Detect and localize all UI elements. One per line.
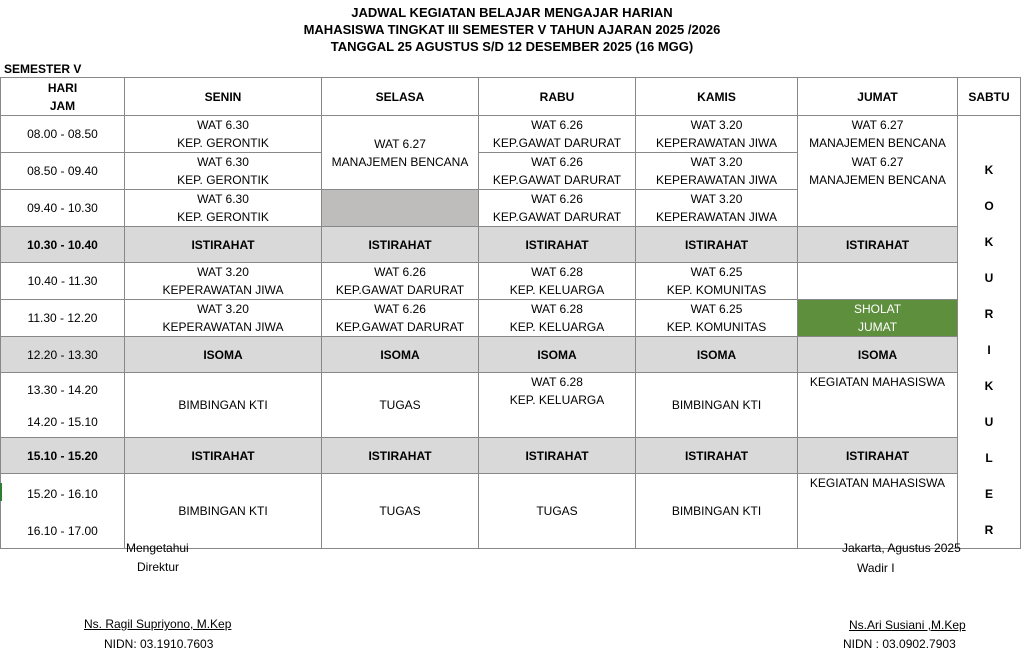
sholat-jumat-cell: [798, 300, 958, 337]
class-name: KEPERAWATAN JIWA: [656, 136, 777, 150]
class-code: WAT 3.20: [197, 302, 249, 316]
footer-direktur: Direktur: [137, 560, 180, 574]
letter: U: [984, 415, 994, 429]
break-cell: ISTIRAHAT: [636, 438, 798, 474]
isoma-cell: ISOMA: [798, 337, 958, 373]
class-code: WAT 6.25: [690, 302, 743, 316]
table-row: [1, 474, 1021, 514]
table-row: [1, 373, 1021, 408]
header-jumat: JUMAT: [798, 78, 958, 116]
break-row: [1, 337, 1021, 373]
class-cell: KEGIATAN MAHASISWA: [798, 373, 958, 438]
break-row: [1, 227, 1021, 263]
footer-right-name: Ns.Ari Susiani ,M.Kep: [849, 618, 966, 632]
class-name: KEPERAWATAN JIWA: [162, 320, 284, 334]
class-name: KEP.GAWAT DARURAT: [335, 320, 465, 334]
class-cell: [479, 153, 636, 190]
class-name: KEP.GAWAT DARURAT: [492, 136, 622, 150]
class-cell: [322, 263, 479, 300]
footer-wadir: Wadir I: [857, 561, 895, 575]
class-code: WAT 6.26: [531, 192, 583, 206]
class-code: WAT 3.20: [197, 265, 249, 279]
class-code: WAT 6.27: [851, 155, 904, 169]
class-code: WAT 3.20: [690, 155, 743, 169]
class-cell: BIMBINGAN KTI: [125, 373, 322, 438]
time-cell: 15.20 - 16.10: [1, 474, 125, 514]
break-cell: ISTIRAHAT: [636, 227, 798, 263]
class-name: MANAJEMEN BENCANA: [809, 136, 946, 151]
class-cell: KEGIATAN MAHASISWA: [798, 474, 958, 549]
vertical-text: [958, 116, 1020, 548]
time-cell: 11.30 - 12.20: [1, 300, 125, 337]
letter: K: [984, 163, 994, 177]
class-cell: [322, 116, 479, 190]
class-name: KEP. KOMUNITAS: [666, 283, 767, 297]
class-cell: BIMBINGAN KTI: [125, 474, 322, 549]
class-name: KEP. GERONTIK: [177, 210, 269, 224]
schedule-table: [0, 77, 1021, 549]
table-row: [1, 190, 1021, 227]
class-name: KEP.GAWAT DARURAT: [492, 210, 622, 224]
letter: U: [984, 271, 994, 285]
footer-left-nidn: NIDN: 03.1910.7603: [104, 637, 214, 651]
break-cell: ISTIRAHAT: [125, 227, 322, 263]
class-name: KEP. KELUARGA: [509, 393, 605, 407]
empty-cell: [798, 263, 958, 300]
letter: I: [987, 343, 991, 357]
class-cell: [479, 263, 636, 300]
class-cell: TUGAS: [322, 474, 479, 549]
header-kamis: KAMIS: [636, 78, 798, 116]
class-cell: [125, 263, 322, 300]
title-line-2: MAHASISWA TINGKAT III SEMESTER V TAHUN AJARAN 2025 /2026: [303, 22, 721, 37]
table-row: [1, 300, 1021, 337]
class-code: WAT 6.30: [197, 155, 249, 169]
isoma-cell: ISOMA: [636, 337, 798, 373]
class-name: KEPERAWATAN JIWA: [162, 283, 284, 297]
header-row: [1, 78, 1021, 116]
class-code: WAT 6.27: [851, 118, 904, 133]
class-name: KEP. KELUARGA: [509, 283, 605, 297]
class-name: KEP. GERONTIK: [177, 173, 269, 187]
class-code: WAT 6.28: [531, 302, 583, 316]
class-cell: [798, 116, 958, 153]
class-name: MANAJEMEN BENCANA: [809, 173, 946, 187]
class-cell: BIMBINGAN KTI: [636, 474, 798, 549]
row-edge-marker: [0, 483, 2, 501]
letter: L: [985, 451, 993, 465]
letter: R: [984, 523, 994, 537]
class-cell: [636, 190, 798, 227]
time-cell: 09.40 - 10.30: [1, 190, 125, 227]
class-cell: [636, 116, 798, 153]
class-name: KEP. KELUARGA: [509, 320, 605, 334]
class-cell: [798, 153, 958, 190]
class-code: WAT 6.25: [690, 265, 743, 279]
letter: O: [984, 199, 994, 213]
time-cell: 10.30 - 10.40: [1, 227, 125, 263]
jumat-label: JUMAT: [857, 320, 898, 334]
letter: K: [984, 235, 994, 249]
class-name: KEP. KOMUNITAS: [666, 320, 767, 334]
class-code: WAT 6.28: [531, 375, 583, 389]
class-code: WAT 6.26: [374, 302, 426, 316]
class-code: WAT 3.20: [690, 118, 743, 132]
class-code: WAT 6.26: [531, 118, 583, 132]
isoma-cell: ISOMA: [125, 337, 322, 373]
class-code: WAT 6.26: [374, 265, 426, 279]
table-row: [1, 153, 1021, 190]
table-row: [1, 263, 1021, 300]
time-cell: 10.40 - 11.30: [1, 263, 125, 300]
class-cell: [479, 373, 636, 438]
class-name: KEPERAWATAN JIWA: [656, 210, 777, 224]
break-cell: ISTIRAHAT: [125, 438, 322, 474]
class-cell: [636, 263, 798, 300]
class-code: WAT 3.20: [690, 192, 743, 206]
header-selasa: SELASA: [322, 78, 479, 116]
break-cell: ISTIRAHAT: [479, 438, 636, 474]
time-cell: 08.00 - 08.50: [1, 116, 125, 153]
isoma-cell: ISOMA: [322, 337, 479, 373]
title-line-3: TANGGAL 25 AGUSTUS S/D 12 DESEMBER 2025 (16 MGG): [330, 39, 694, 54]
letter: K: [984, 379, 994, 393]
class-cell: [636, 153, 798, 190]
break-row: [1, 438, 1021, 474]
class-code: WAT 6.26: [531, 155, 583, 169]
class-code: WAT 6.30: [197, 192, 249, 206]
footer-left-name: Ns. Ragil Supriyono, M.Kep: [84, 617, 232, 631]
footer-right-nidn: NIDN : 03.0902.7903: [843, 637, 956, 651]
class-name: KEP. GERONTIK: [177, 136, 269, 150]
class-cell: [125, 300, 322, 337]
time-cell: 14.20 - 15.10: [1, 408, 125, 438]
break-cell: ISTIRAHAT: [322, 227, 479, 263]
time-cell: 13.30 - 14.20: [1, 373, 125, 408]
class-cell: [479, 190, 636, 227]
class-code: WAT 6.27: [374, 136, 426, 151]
class-cell: [125, 116, 322, 153]
class-cell: [125, 190, 322, 227]
class-cell: TUGAS: [322, 373, 479, 438]
class-cell: [479, 116, 636, 153]
time-cell: 08.50 - 09.40: [1, 153, 125, 190]
sholat-label: SHOLAT: [853, 302, 902, 316]
isoma-cell: ISOMA: [479, 337, 636, 373]
class-code: WAT 6.28: [531, 265, 583, 279]
empty-gray-cell: [322, 190, 479, 227]
title-line-1: JADWAL KEGIATAN BELAJAR MENGAJAR HARIAN: [351, 5, 673, 20]
sabtu-kokurikuler: [958, 116, 1021, 549]
class-code: WAT 6.30: [197, 118, 249, 132]
class-cell: [322, 300, 479, 337]
table-row: [1, 116, 1021, 153]
header-senin: SENIN: [125, 78, 322, 116]
class-cell: TUGAS: [479, 474, 636, 549]
class-cell: BIMBINGAN KTI: [636, 373, 798, 438]
jam-label: JAM: [49, 98, 76, 113]
hari-jam-header: [1, 78, 125, 116]
time-cell: 16.10 - 17.00: [1, 514, 125, 549]
class-name: KEPERAWATAN JIWA: [656, 173, 777, 187]
class-cell: [125, 153, 322, 190]
empty-cell: [798, 190, 958, 227]
break-cell: ISTIRAHAT: [479, 227, 636, 263]
class-name: KEP.GAWAT DARURAT: [492, 173, 622, 187]
time-cell: 15.10 - 15.20: [1, 438, 125, 474]
break-cell: ISTIRAHAT: [322, 438, 479, 474]
class-cell: [636, 300, 798, 337]
class-name: MANAJEMEN BENCANA: [331, 154, 469, 169]
letter: E: [984, 487, 993, 501]
semester-label: SEMESTER V: [4, 62, 82, 76]
hari-label: HARI: [47, 80, 78, 95]
break-cell: ISTIRAHAT: [798, 227, 958, 263]
class-cell: [479, 300, 636, 337]
footer-mengetahui: Mengetahui: [126, 541, 189, 555]
break-cell: ISTIRAHAT: [798, 438, 958, 474]
class-name: KEP.GAWAT DARURAT: [335, 283, 465, 297]
letter: R: [984, 307, 994, 321]
time-cell: 12.20 - 13.30: [1, 337, 125, 373]
header-sabtu: SABTU: [958, 78, 1021, 116]
header-rabu: RABU: [479, 78, 636, 116]
footer-place-date: Jakarta, Agustus 2025: [842, 541, 961, 555]
